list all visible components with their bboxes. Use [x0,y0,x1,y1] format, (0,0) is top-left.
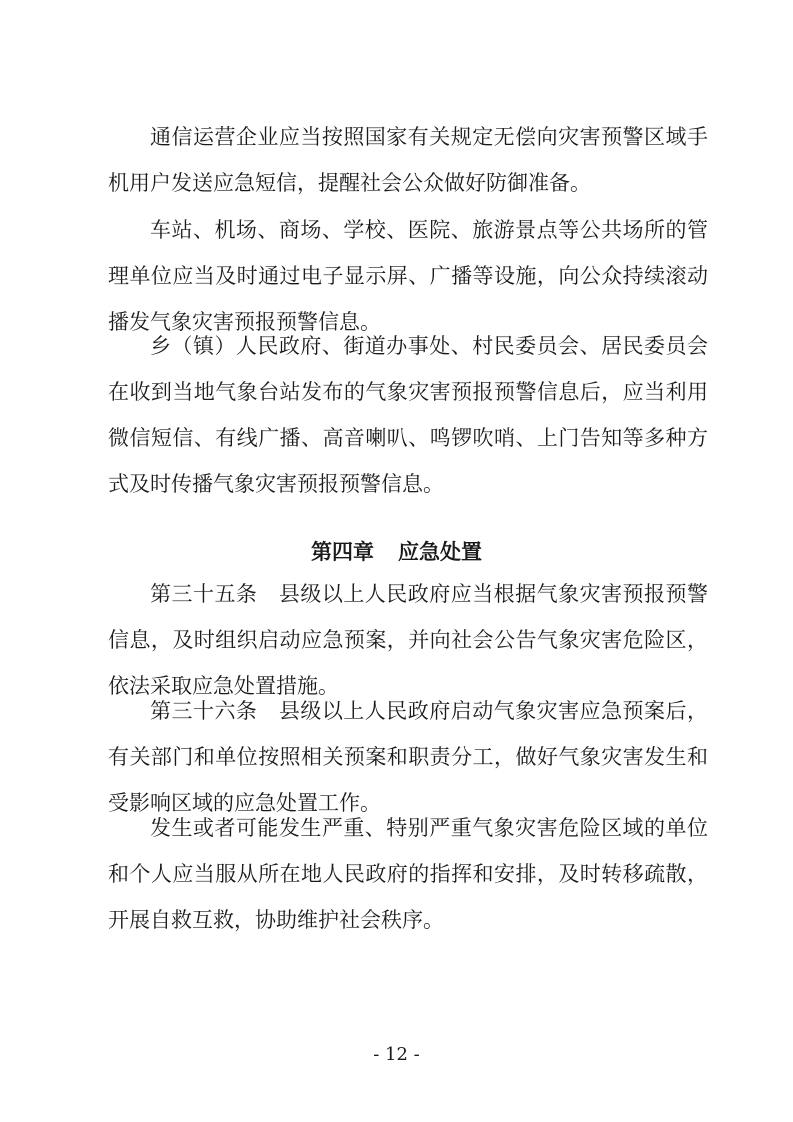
paragraph-line: 有关部门和单位按照相关预案和职责分工，做好气象灾害发生和 [108,745,708,769]
paragraph-line: 式及时传播气象灾害预报预警信息。 [108,472,444,496]
paragraph-line: 理单位应当及时通过电子显示屏、广播等设施，向公众持续滚动 [108,264,708,288]
chapter-title: 应急处置 [398,540,482,564]
paragraph-telecom [108,114,708,206]
paragraph-line: 第三十六条 县级以上人民政府启动气象灾害应急预案后， [150,699,708,723]
paragraph-line: 播发气象灾害预报预警信息。 [108,310,381,334]
paragraph-evacuation [108,805,708,943]
paragraph-line: 信息，及时组织启动应急预案，并向社会公告气象灾害危险区， [108,628,708,652]
paragraph-line: 受影响区域的应急处置工作。 [108,791,381,815]
paragraph-line: 乡（镇）人民政府、街道办事处、村民委员会、居民委员会 [150,334,708,358]
chapter-number: 第四章 [311,540,374,564]
paragraph-line: 和个人应当服从所在地人民政府的指挥和安排，及时转移疏散， [108,862,708,886]
paragraph-line: 微信短信、有线广播、高音喇叭、鸣锣吹哨、上门告知等多种方 [108,426,708,450]
paragraph-line: 机用户发送应急短信，提醒社会公众做好防御准备。 [108,171,591,195]
paragraph-township [108,323,708,507]
paragraph-line: 发生或者可能发生严重、特别严重气象灾害危险区域的单位 [150,816,708,840]
paragraph-line: 车站、机场、商场、学校、医院、旅游景点等公共场所的管 [150,218,708,242]
paragraph-line: 在收到当地气象台站发布的气象灾害预报预警信息后，应当利用 [108,380,708,404]
paragraph-line: 开展自救互救，协助维护社会秩序。 [108,908,444,932]
paragraph-line: 通信运营企业应当按照国家有关规定无偿向灾害预警区域手 [150,125,708,149]
paragraph-line: 依法采取应急处置措施。 [108,674,339,698]
page-number: - 12 - [373,1044,420,1065]
chapter-heading [0,532,793,572]
paragraph-line: 第三十五条 县级以上人民政府应当根据气象灾害预报预警 [150,582,708,606]
